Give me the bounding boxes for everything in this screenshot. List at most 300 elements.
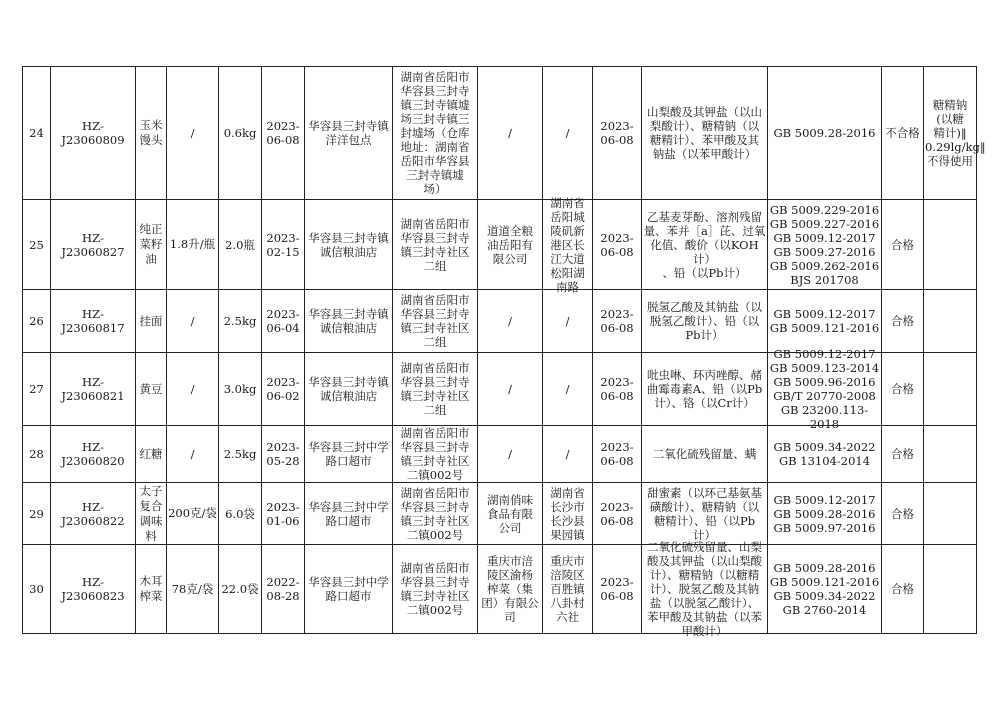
producer-address-text: 长沙市 <box>550 499 585 514</box>
seller-address-text: 湖南省岳阳市 <box>400 361 470 375</box>
nonconformity-note-text: 不得使用 <box>927 154 973 168</box>
test-result-cell <box>882 67 924 200</box>
row-number-text: 30 <box>29 582 44 596</box>
seller-address-text: 镇三封寺社区 <box>400 321 470 335</box>
producer-address-text: 六社 <box>556 610 579 624</box>
production-date-text: 06-02 <box>266 389 300 403</box>
sample-name-text: 料 <box>145 528 157 543</box>
sample-name-cell <box>136 200 167 290</box>
row-number-text: 29 <box>29 506 44 521</box>
sample-code-text: J23060821 <box>61 389 125 403</box>
production-date-cell <box>262 545 305 634</box>
seller-name-text: 华容县三封寺镇 <box>308 119 389 133</box>
test-items-cell <box>642 67 768 200</box>
sample-code-text: HZ- <box>82 499 104 514</box>
seller-address-cell <box>393 67 478 200</box>
producer-address-text: / <box>565 447 570 461</box>
seller-name-text: 路口超市 <box>325 589 372 603</box>
nonconformity-note-cell <box>924 426 977 483</box>
producer-name-text: / <box>508 314 512 328</box>
production-date-text: 08-28 <box>266 589 300 603</box>
quantity-text: 2.5kg <box>223 314 257 328</box>
seller-address-text: 湖南省岳阳市 <box>400 70 470 84</box>
test-items-text: 计）、铬（以Cr计） <box>654 396 755 410</box>
test-items-text: 糖精计）、铅（以Pb <box>653 513 756 528</box>
producer-name-cell <box>478 545 543 634</box>
seller-address-cell <box>393 426 478 483</box>
table-body <box>23 67 986 638</box>
seller-address-cell <box>393 290 478 353</box>
test-items-text: 曲霉毒素A、铅（以Pb <box>646 382 763 396</box>
producer-name-text: 司 <box>504 610 516 624</box>
test-items-text: 二氧化硫残留量、螨 <box>652 447 757 461</box>
seller-address-text: 镇三封寺社区 <box>400 454 470 468</box>
test-standards-text: GB 5009.229-2016 <box>769 202 880 217</box>
test-items-text: 化值、酸价（以KOH计） <box>650 237 759 266</box>
producer-name-cell <box>478 67 543 200</box>
seller-address-text: 二镇002号 <box>406 527 464 542</box>
test-items-text: 苯甲酸及其钠盐（以苯 <box>647 610 762 624</box>
test-date-text: 06-08 <box>600 244 634 259</box>
test-date-text: 2023- <box>600 440 634 454</box>
sample-name-cell <box>136 290 167 353</box>
table-row <box>23 200 977 290</box>
test-result-cell <box>882 545 924 634</box>
row-number-cell <box>23 426 51 483</box>
test-standards-text: GB 5009.12-2017 <box>773 347 876 361</box>
test-date-text: 2023- <box>600 307 634 321</box>
table-row <box>23 426 977 483</box>
seller-name-text: 华容县三封寺镇 <box>308 230 389 245</box>
seller-address-text: 三封寺镇墟 <box>406 168 464 182</box>
specification-text: / <box>190 125 195 140</box>
sample-name-cell <box>136 353 167 426</box>
seller-address-text: 华容县三封寺 <box>400 375 470 389</box>
specification-text: 78克/袋 <box>171 581 214 596</box>
sample-code-text: HZ- <box>82 440 104 454</box>
specification-cell <box>167 67 219 200</box>
test-standards-cell <box>768 67 882 200</box>
test-items-text: 盐（以脱氢乙酸计）、 <box>649 596 760 610</box>
sample-code-cell <box>51 200 136 290</box>
quantity-cell <box>219 200 262 290</box>
test-items-text: 二氧化硫残留量、山梨 <box>647 540 762 554</box>
sample-name-text: 馒头 <box>139 133 163 147</box>
seller-address-text: 湖南省岳阳市 <box>400 485 470 500</box>
seller-address-text: 岳阳市华容县 <box>400 154 470 168</box>
test-date-text: 2023- <box>600 575 634 589</box>
test-items-text: 计） <box>693 527 716 542</box>
seller-name-text: 华容县三封中学 <box>308 499 389 514</box>
seller-name-text: 华容县三封寺镇 <box>308 307 389 321</box>
test-items-text: 吡虫啉、环丙唑醇、赭 <box>647 368 762 382</box>
nonconformity-note-cell <box>924 200 977 290</box>
seller-address-text: 二组 <box>423 335 447 349</box>
nonconformity-note-text: 0.29lg/kg‖ <box>925 140 986 154</box>
test-standards-cell <box>768 200 882 290</box>
test-date-text: 2023- <box>600 119 634 133</box>
quantity-text: 3.0kg <box>223 382 257 396</box>
test-items-text: 量、苯并［a］芘、过氧 <box>643 223 766 238</box>
sample-name-cell <box>136 426 167 483</box>
sample-name-text: 木耳 <box>139 574 163 588</box>
seller-address-text: 华容县三封寺 <box>400 499 470 514</box>
sample-name-text: 玉米 <box>139 118 163 132</box>
test-result-text: 合格 <box>891 382 914 396</box>
producer-address-text: 港区长 <box>550 237 585 252</box>
quantity-cell <box>219 290 262 353</box>
test-standards-text: GB 23200.113-2018 <box>780 403 869 431</box>
row-number-text: 24 <box>29 126 44 140</box>
seller-address-text: 场三封寺镇三 <box>400 112 470 126</box>
test-standards-text: GB/T 20770-2008 <box>773 389 876 403</box>
quantity-cell <box>219 483 262 545</box>
nonconformity-note-cell <box>924 290 977 353</box>
test-date-cell <box>593 426 642 483</box>
producer-name-text: 榨菜（集 <box>487 582 533 596</box>
seller-address-text: 华容县三封寺 <box>400 575 470 589</box>
sample-name-text: 黄豆 <box>139 381 163 396</box>
test-items-text: 、铅（以Pb计） <box>662 265 747 280</box>
test-items-cell <box>642 290 768 353</box>
producer-name-text: / <box>508 382 512 396</box>
seller-address-text: 二镇002号 <box>406 603 464 617</box>
test-items-text: 脱氢乙酸计）、铅（以 <box>649 314 760 328</box>
seller-address-text: 湖南省岳阳市 <box>400 426 470 440</box>
test-result-cell <box>882 426 924 483</box>
nonconformity-note-text: 精计)‖ <box>933 126 967 140</box>
specification-cell <box>167 426 219 483</box>
test-date-cell <box>593 200 642 290</box>
row-number-cell <box>23 353 51 426</box>
seller-address-cell <box>393 353 478 426</box>
producer-address-text: 百胜镇 <box>550 582 585 596</box>
seller-address-text: 镇三封寺社区 <box>400 389 470 403</box>
seller-address-text: 镇三封寺社区 <box>400 589 470 603</box>
test-standards-cell <box>768 347 882 431</box>
producer-address-text: 陵矶新 <box>550 223 585 238</box>
sample-code-text: HZ- <box>82 575 104 589</box>
seller-address-cell <box>393 200 478 290</box>
producer-name-text: 陵区渝杨 <box>487 568 533 582</box>
test-standards-text: BJS 201708 <box>790 272 859 287</box>
test-standards-text: GB 5009.123-2014 <box>769 361 880 375</box>
test-standards-text: GB 5009.97-2016 <box>773 520 876 535</box>
producer-address-text: 果园镇 <box>550 527 585 542</box>
sample-code-text: J23060823 <box>61 589 125 603</box>
production-date-cell <box>262 483 305 545</box>
producer-address-cell <box>543 426 593 483</box>
sample-code-text: HZ- <box>82 230 104 245</box>
test-items-text: 乙基麦芽酚、溶剂残留 <box>647 209 762 224</box>
quantity-text: 0.6kg <box>223 126 257 140</box>
table-row <box>23 67 977 200</box>
producer-address-cell <box>543 67 593 200</box>
production-date-cell <box>262 290 305 353</box>
test-standards-text: GB 5009.121-2016 <box>769 575 880 589</box>
row-number-cell <box>23 67 51 200</box>
production-date-cell <box>262 200 305 290</box>
test-date-text: 06-08 <box>600 454 634 468</box>
row-number-text: 27 <box>29 382 44 396</box>
test-date-text: 06-08 <box>600 321 634 335</box>
production-date-text: 02-15 <box>266 244 300 259</box>
producer-name-text: 重庆市涪 <box>487 554 533 568</box>
producer-name-text: 食品有限 <box>487 506 533 521</box>
nonconformity-note-cell <box>924 67 986 200</box>
sample-code-cell <box>51 67 136 200</box>
test-date-cell <box>593 290 642 353</box>
test-items-text: 梨酸计）、糖精钠（以 <box>649 119 760 133</box>
specification-text: / <box>190 446 195 461</box>
test-result-cell <box>882 483 924 545</box>
seller-name-text: 诚信粮油店 <box>319 321 378 335</box>
test-standards-text: GB 5009.28-2016 <box>773 126 876 140</box>
test-items-text: 糖精计）、苯甲酸及其 <box>649 133 760 147</box>
test-date-text: 2023- <box>600 499 634 514</box>
test-standards-cell <box>768 290 882 353</box>
test-standards-text: GB 5009.12-2017 <box>773 307 876 321</box>
producer-address-cell <box>543 290 593 353</box>
test-standards-cell <box>768 545 882 634</box>
seller-name-text: 华容县三封寺镇 <box>308 375 389 389</box>
sample-name-text: 油 <box>145 252 157 266</box>
test-items-text: 甲酸计） <box>681 624 728 638</box>
quantity-text: 2.0瓶 <box>225 237 255 252</box>
table-row <box>23 545 977 634</box>
seller-name-text: 洋洋包点 <box>325 133 372 147</box>
sample-code-cell <box>51 426 136 483</box>
sample-code-text: J23060809 <box>61 133 125 147</box>
specification-text: 200克/袋 <box>168 506 217 520</box>
seller-name-cell <box>305 200 393 290</box>
test-standards-text: GB 5009.121-2016 <box>769 321 880 335</box>
seller-address-text: 镇三封寺社区 <box>400 244 470 259</box>
production-date-text: 2023- <box>266 375 300 389</box>
seller-address-cell <box>393 545 478 634</box>
specification-cell <box>167 483 219 545</box>
producer-address-text: 松阳湖 <box>550 265 585 280</box>
producer-name-text: 公司 <box>498 520 522 535</box>
seller-name-text: 路口超市 <box>325 513 372 528</box>
seller-name-text: 诚信粮油店 <box>319 389 378 403</box>
producer-address-cell <box>543 353 593 426</box>
producer-name-cell <box>478 483 543 545</box>
quantity-text: 6.0袋 <box>225 506 255 521</box>
sample-name-text: 复合 <box>139 498 163 513</box>
specification-text: / <box>190 313 195 328</box>
sample-code-text: J23060827 <box>61 244 125 259</box>
row-number-cell <box>23 200 51 290</box>
row-number-cell <box>23 290 51 353</box>
producer-address-text: 涪陵区 <box>550 568 585 582</box>
test-result-cell <box>882 353 924 426</box>
producer-name-text: / <box>508 126 512 140</box>
test-date-cell <box>593 483 642 545</box>
specification-cell <box>167 353 219 426</box>
test-standards-text: GB 5009.262-2016 <box>769 258 880 273</box>
seller-address-text: 地址：湖南省 <box>400 140 470 154</box>
test-standards-cell <box>768 426 882 483</box>
producer-name-text: / <box>508 447 512 461</box>
seller-address-text: 场） <box>423 182 447 196</box>
inspection-results-table <box>22 66 986 638</box>
sample-code-cell <box>51 290 136 353</box>
nonconformity-note-cell <box>924 353 977 426</box>
specification-text: 1.8升/瓶 <box>169 237 216 251</box>
producer-name-text: 道道全粮 <box>487 223 533 238</box>
seller-address-text: 华容县三封寺 <box>400 84 470 98</box>
sample-code-text: HZ- <box>82 375 104 389</box>
sample-code-text: J23060817 <box>61 321 125 335</box>
production-date-cell <box>262 353 305 426</box>
row-number-cell <box>23 545 51 634</box>
sample-name-text: 纯正 <box>139 222 163 236</box>
test-standards-text: GB 5009.96-2016 <box>773 375 876 389</box>
sample-code-cell <box>51 545 136 634</box>
producer-address-text: 江大道 <box>550 251 585 266</box>
test-result-text: 合格 <box>891 237 914 252</box>
seller-name-cell <box>305 545 393 634</box>
test-items-text: Pb计） <box>685 328 724 342</box>
production-date-text: 2023- <box>266 307 300 321</box>
test-items-text: 磺酸计）、糖精钠（以 <box>649 499 760 514</box>
seller-name-text: 华容县三封中学 <box>308 440 389 454</box>
test-standards-text: GB 5009.12-2017 <box>773 492 876 507</box>
sample-name-cell <box>136 67 167 200</box>
test-result-text: 合格 <box>891 314 914 328</box>
producer-address-text: 南路 <box>556 279 579 294</box>
test-date-text: 06-08 <box>600 513 634 528</box>
test-date-text: 06-08 <box>600 133 634 147</box>
test-standards-text: GB 5009.34-2022 <box>773 440 876 454</box>
production-date-text: 2023- <box>266 440 300 454</box>
test-date-text: 06-08 <box>600 389 634 403</box>
row-number-cell <box>23 483 51 545</box>
test-result-cell <box>882 200 924 290</box>
sample-name-text: 调味 <box>139 513 163 528</box>
producer-address-text: / <box>565 126 570 140</box>
test-result-text: 合格 <box>891 447 914 461</box>
test-standards-text: GB 5009.34-2022 <box>773 589 876 603</box>
sample-name-text: 太子 <box>139 483 163 498</box>
quantity-cell <box>219 545 262 634</box>
producer-address-cell <box>543 545 593 634</box>
test-standards-text: GB 13104-2014 <box>778 454 871 468</box>
table-row <box>23 290 977 353</box>
sample-code-text: HZ- <box>82 119 104 133</box>
test-standards-text: GB 5009.12-2017 <box>773 230 876 245</box>
test-items-text: 山梨酸及其钾盐（以山 <box>647 105 762 119</box>
producer-address-text: 湖南省 <box>550 195 585 210</box>
row-number-text: 28 <box>29 447 44 461</box>
sample-name-cell <box>136 545 167 634</box>
test-result-text: 合格 <box>891 506 914 521</box>
production-date-text: 05-28 <box>266 454 300 468</box>
production-date-text: 06-08 <box>266 133 300 147</box>
producer-name-text: 湖南俏味 <box>487 492 533 507</box>
test-items-text: 计）、糖精钠（以糖精 <box>649 568 760 582</box>
test-standards-text: GB 5009.28-2016 <box>773 561 876 575</box>
producer-address-text: 湖南省 <box>550 485 585 500</box>
seller-address-text: 湖南省岳阳市 <box>400 216 470 231</box>
specification-cell <box>167 290 219 353</box>
seller-name-cell <box>305 353 393 426</box>
quantity-cell <box>219 67 262 200</box>
producer-name-text: 油岳阳有 <box>487 237 533 252</box>
seller-address-text: 湖南省岳阳市 <box>400 561 470 575</box>
specification-cell <box>167 545 219 634</box>
seller-address-text: 华容县三封寺 <box>400 307 470 321</box>
row-number-text: 25 <box>29 237 44 252</box>
production-date-text: 2023- <box>266 119 300 133</box>
table-row <box>23 483 977 545</box>
test-result-text: 不合格 <box>885 126 920 140</box>
test-date-cell <box>593 353 642 426</box>
seller-address-text: 二镇002号 <box>406 468 464 482</box>
quantity-cell <box>219 426 262 483</box>
seller-address-text: 湖南省岳阳市 <box>400 293 470 307</box>
test-standards-text: GB 2760-2014 <box>782 603 867 617</box>
seller-address-text: 华容县三封寺 <box>400 440 470 454</box>
specification-cell <box>167 200 219 290</box>
test-result-cell <box>882 290 924 353</box>
producer-address-text: / <box>565 314 570 328</box>
sample-name-text: 红糖 <box>139 446 163 461</box>
seller-address-text: 华容县三封寺 <box>400 230 470 245</box>
test-items-text: 脱氢乙酸及其钠盐（以 <box>647 300 762 314</box>
sample-code-text: HZ- <box>82 307 104 321</box>
seller-name-cell <box>305 426 393 483</box>
test-items-cell <box>642 540 768 638</box>
seller-address-text: 二组 <box>423 258 447 273</box>
sample-name-text: 菜籽 <box>139 237 163 251</box>
test-standards-text: GB 5009.227-2016 <box>769 216 880 231</box>
row-number-text: 26 <box>29 314 44 328</box>
quantity-text: 22.0袋 <box>221 582 259 596</box>
producer-name-cell <box>478 426 543 483</box>
seller-name-text: 华容县三封中学 <box>308 575 389 589</box>
test-result-text: 合格 <box>891 582 914 596</box>
seller-name-text: 路口超市 <box>325 454 372 468</box>
test-items-text: 甜蜜素（以环己基氨基 <box>647 485 762 500</box>
seller-address-cell <box>393 483 478 545</box>
seller-name-text: 诚信粮油店 <box>319 244 378 259</box>
seller-address-text: 二组 <box>423 403 447 417</box>
specification-text: / <box>190 381 195 396</box>
sample-code-cell <box>51 483 136 545</box>
test-date-text: 2023- <box>600 375 634 389</box>
test-items-cell <box>642 200 768 290</box>
producer-name-cell <box>478 290 543 353</box>
producer-name-text: 团）有限公 <box>481 596 539 610</box>
production-date-text: 01-06 <box>266 513 300 528</box>
test-items-cell <box>642 353 768 426</box>
producer-address-text: 八卦村 <box>550 596 585 610</box>
producer-address-cell <box>543 195 593 294</box>
seller-name-cell <box>305 483 393 545</box>
table-row <box>23 353 977 426</box>
sample-name-text: 榨菜 <box>139 589 163 603</box>
producer-address-text: 岳阳城 <box>550 209 585 224</box>
nonconformity-note-cell <box>924 545 977 634</box>
sample-name-text: 挂面 <box>139 313 163 328</box>
producer-name-cell <box>478 353 543 426</box>
test-date-cell <box>593 545 642 634</box>
nonconformity-note-cell <box>924 483 977 545</box>
test-standards-text: GB 5009.27-2016 <box>773 244 876 259</box>
producer-address-text: 长沙县 <box>550 513 585 528</box>
